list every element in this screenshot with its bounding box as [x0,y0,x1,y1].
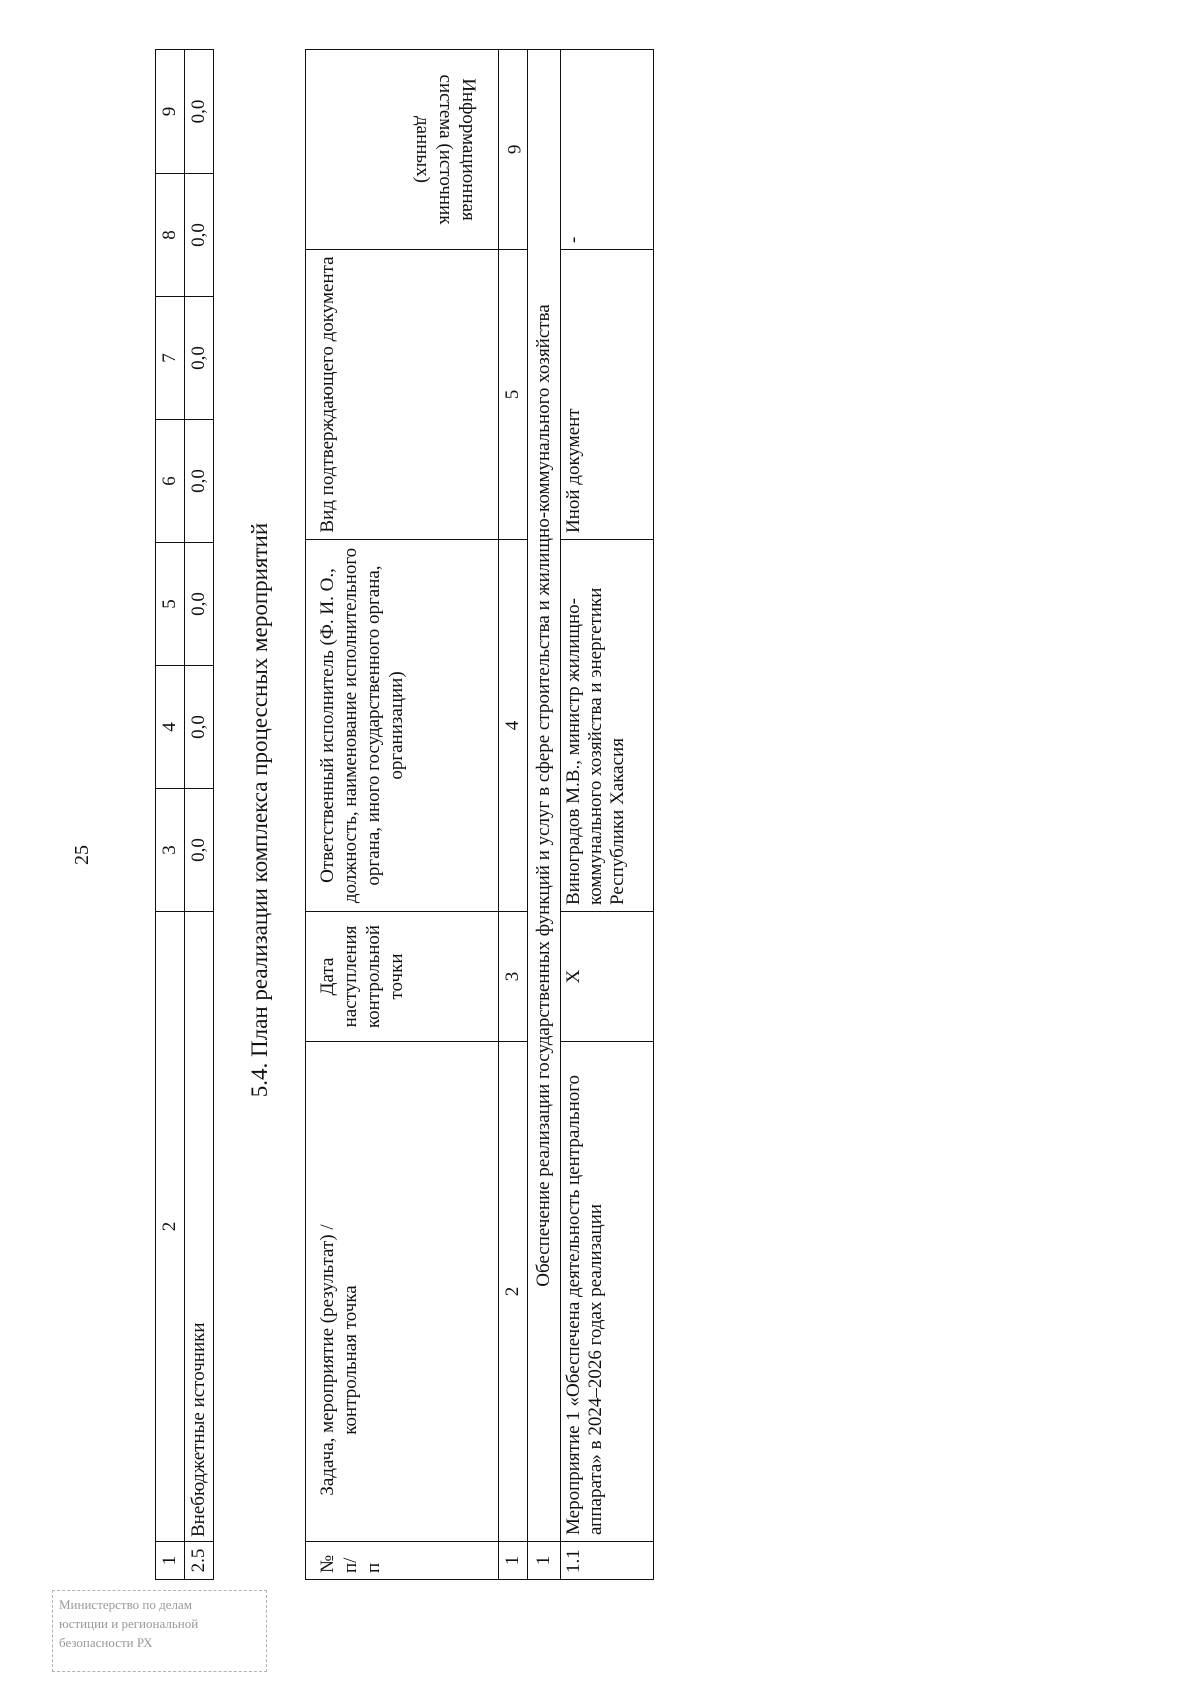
budget-header-cell: 5 [156,543,185,666]
budget-cell-source: Внебюджетные источники [185,912,214,1542]
ministry-stamp [52,1590,267,1672]
budget-header-cell: 8 [156,174,185,297]
budget-header-cell: 1 [156,1542,185,1580]
plan-header-task-text: Задача, мероприятие (результат) / контрольная точка [317,1224,361,1496]
budget-cell: 2.5 [185,1542,214,1580]
budget-cell: 0,0 [185,297,214,420]
budget-cell: 0,0 [185,543,214,666]
budget-header-row [156,50,185,1580]
plan-header-task [306,1042,499,1542]
plan-number-row [499,50,528,1580]
budget-header-cell: 6 [156,420,185,543]
plan-number-flipped: 6 [503,144,524,155]
plan-number-cell: 4 [499,540,528,912]
plan-header-row [306,50,499,1580]
budget-table [155,49,214,1580]
plan-header-doc: Вид подтверждающего документа [306,250,499,540]
plan-header-system [306,50,499,250]
stamp-line: Министерство по делам [59,1597,192,1612]
budget-cell: 0,0 [185,420,214,543]
section-title: 5.4. План реализации комплекса процессных мероприятий [247,522,272,1098]
plan-table [305,49,654,1580]
budget-cell: 0,0 [185,50,214,174]
plan-section-num: 1 [528,1542,561,1580]
budget-header-cell: 2 [156,912,185,1542]
budget-header-cell: 3 [156,789,185,912]
plan-cell-num: 1.1 [561,1542,654,1580]
plan-section-row [528,50,561,1580]
plan-number-cell: 2 [499,1042,528,1542]
budget-header-cell: 7 [156,297,185,420]
plan-cell-executor: Виноградов М.В., министр жилищно-коммунального хозяйства и энергетики Республики Хакасия [561,540,654,912]
plan-number-cell [499,50,528,250]
plan-cell-date: X [561,912,654,1042]
plan-header-executor: Ответственный исполнитель (Ф. И. О., должность, наименование исполнительного органа, иного государственного органа, организации) [306,540,499,912]
plan-number-cell: 3 [499,912,528,1042]
budget-header-cell: 9 [156,50,185,174]
plan-cell-doc: Иной документ [561,250,654,540]
budget-cell: 0,0 [185,174,214,297]
budget-header-cell: 4 [156,666,185,789]
plan-row [561,50,654,1580]
plan-cell-task: Мероприятие 1 «Обеспечена деятельность центрального аппарата» в 2024–2026 годах реализации [561,1042,654,1542]
stamp-line: безопасности РХ [59,1635,153,1650]
stamp-line: юстиции и региональной [59,1616,199,1631]
plan-header-num: № п/п [306,1542,499,1580]
plan-cell-system: - [561,50,654,250]
rotated-page-content [155,40,715,1580]
page-number: 25 [70,845,93,865]
plan-section-text: Обеспечение реализации государственных функций и услуг в сфере строительства и жилищно-коммунального хозяйства [528,50,561,1542]
budget-row [185,50,214,1580]
plan-header-date: Дата наступления контрольной точки [306,912,499,1042]
plan-header-system-text: Информационная система (источник данных) [412,74,479,225]
plan-number-cell: 1 [499,1542,528,1580]
budget-cell: 0,0 [185,789,214,912]
plan-number-cell: 5 [499,250,528,540]
budget-cell: 0,0 [185,666,214,789]
